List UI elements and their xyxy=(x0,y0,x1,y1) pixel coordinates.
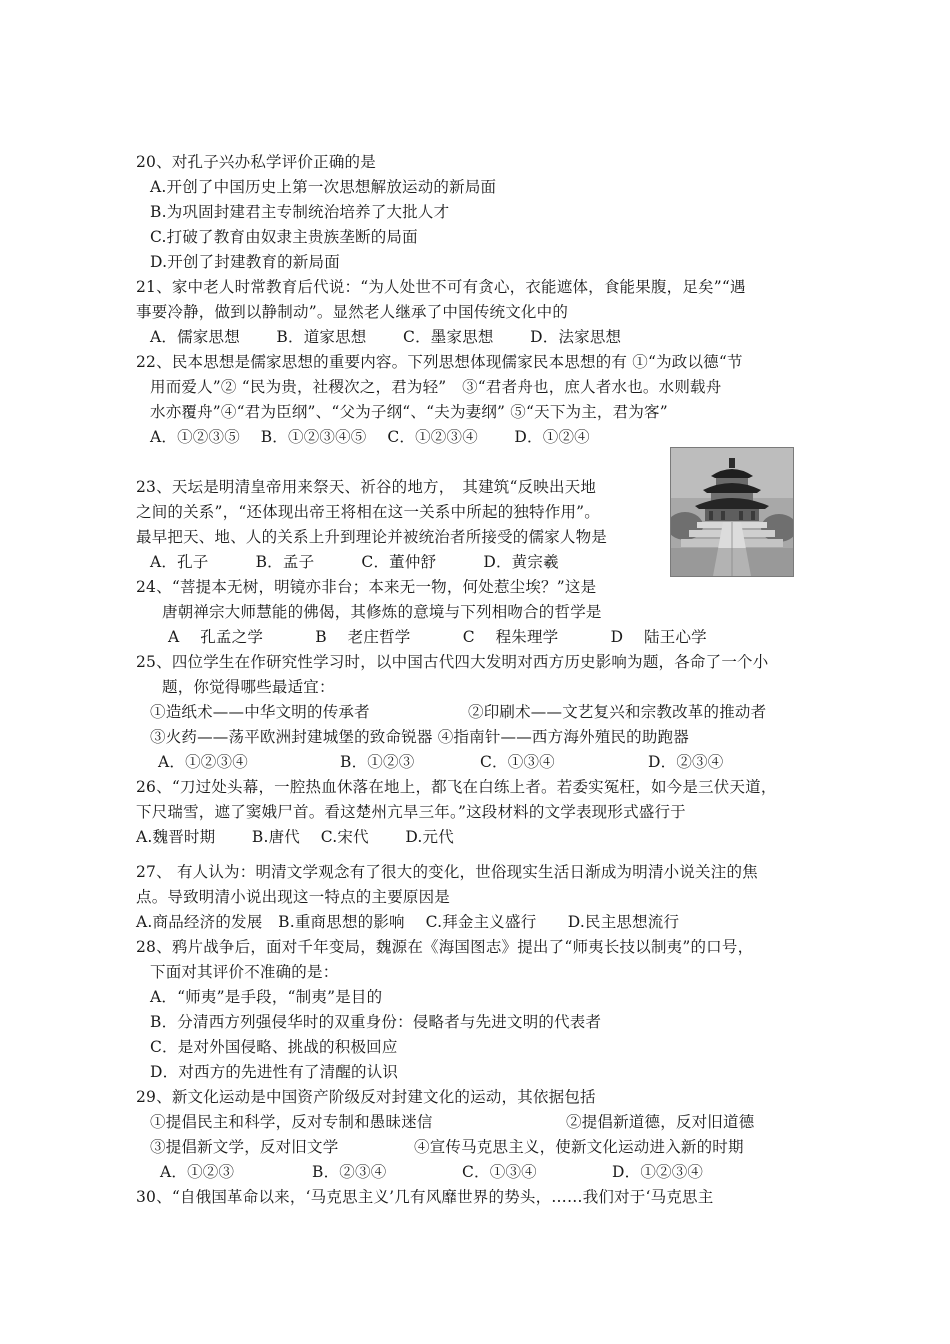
q22-stem-line1: 22、民本思想是儒家思想的重要内容。下列思想体现儒家民本思想的有 ①“为政以德“节 xyxy=(136,353,743,371)
q29-item-4: ④宣传马克思主义，使新文化运动进入新的时期 xyxy=(414,1138,744,1156)
q26-stem-line1: 26、“刀过处头幕，一腔热血休落在地上，都飞在白练上者。若委实冤枉，如今是三伏天道， xyxy=(136,778,777,796)
q29-option-b: B．②③④ xyxy=(312,1163,387,1181)
q28-option-c: C．是对外国侵略、挑战的积极回应 xyxy=(150,1038,398,1056)
q25-option-d: D．②③④ xyxy=(648,753,724,771)
q28-stem-line1: 28、鸦片战争后，面对千年变局，魏源在《海国图志》提出了“师夷长技以制夷”的口号， xyxy=(136,938,754,956)
q29-option-d: D．①②③④ xyxy=(612,1163,704,1181)
q28-option-a: A．“师夷”是手段，“制夷”是目的 xyxy=(150,988,383,1006)
temple-of-heaven-photo xyxy=(670,447,794,577)
q28-option-b: B．分清西方列强侵华时的双重身份：侵略者与先进文明的代表者 xyxy=(150,1013,602,1031)
q23-stem-line3: 最早把天、地、人的关系上升到理论并被统治者所接受的儒家人物是 xyxy=(136,528,608,546)
q21-stem-line2: 事要冷静，做到以静制动”。显然老人继承了中国传统文化中的 xyxy=(136,303,569,321)
q28-stem-line2: 下面对其评价不准确的是： xyxy=(150,963,339,981)
q26-options: A.魏晋时期 B.唐代 C.宋代 D.元代 xyxy=(136,828,454,846)
q27-stem-line1: 27、 有人认为：明清文学观念有了很大的变化，世俗现实生活日渐成为明清小说关注的焦 xyxy=(136,863,758,881)
q21-options: A．儒家思想 B．道家思想 C．墨家思想 D．法家思想 xyxy=(150,328,622,346)
q22-stem-line2: 用而爱人”② “民为贵，社稷次之，君为轻” ③“君者舟也，庶人者水也。水则载舟 xyxy=(150,378,722,396)
q25-items-3-4: ③火药——荡平欧洲封建城堡的致命锐器 ④指南针——西方海外殖民的助跑器 xyxy=(150,728,689,746)
q29-item-2: ②提倡新道德，反对旧道德 xyxy=(566,1113,755,1131)
q29-stem: 29、新文化运动是中国资产阶级反对封建文化的运动，其依据包括 xyxy=(136,1088,596,1106)
q20-option-d: D.开创了封建教育的新局面 xyxy=(150,253,340,271)
q29-item-1: ①提倡民主和科学，反对专制和愚昧迷信 xyxy=(150,1113,433,1131)
q25-item-1: ①造纸术——中华文明的传承者 xyxy=(150,703,370,721)
q20-option-c: C.打破了教育由奴隶主贵族垄断的局面 xyxy=(150,228,418,246)
q24-stem-line2: 唐朝禅宗大师慧能的佛偈，其修炼的意境与下列相吻合的哲学是 xyxy=(162,603,602,621)
q25-stem-line2: 题，你觉得哪些最适宜： xyxy=(162,678,335,696)
q22-options: A．①②③⑤ B．①②③④⑤ C．①②③④ D．①②④ xyxy=(150,428,590,446)
q25-option-b: B．①②③ xyxy=(340,753,415,771)
q25-option-c: C．①③④ xyxy=(480,753,555,771)
q28-option-d: D．对西方的先进性有了清醒的认识 xyxy=(150,1063,399,1081)
q22-stem-line3: 水亦覆舟”④“君为臣纲”、“父为子纲“、“夫为妻纲” ⑤“天下为主，君为客” xyxy=(150,403,668,421)
q20-option-a: A.开创了中国历史上第一次思想解放运动的新局面 xyxy=(150,178,497,196)
q24-stem-line1: 24、“菩提本无树，明镜亦非台；本来无一物，何处惹尘埃？”这是 xyxy=(136,578,597,596)
temple-of-heaven-icon xyxy=(671,448,793,576)
q23-stem-line1: 23、天坛是明清皇帝用来祭天、祈谷的地方， 其建筑“反映出天地 xyxy=(136,478,597,496)
q29-option-a: A．①②③ xyxy=(160,1163,235,1181)
q29-item-3: ③提倡新文学，反对旧文学 xyxy=(150,1138,339,1156)
q25-item-2: ②印刷术——文艺复兴和宗教改革的推动者 xyxy=(468,703,767,721)
q27-stem-line2: 点。导致明清小说出现这一特点的主要原因是 xyxy=(136,888,451,906)
q29-option-c: C．①③④ xyxy=(462,1163,537,1181)
q25-stem-line1: 25、四位学生在作研究性学习时，以中国古代四大发明对西方历史影响为题，各命了一个小 xyxy=(136,653,769,671)
q21-stem-line1: 21、家中老人时常教育后代说：“为人处世不可有贪心，衣能遮体，食能果腹，足矣”“遇 xyxy=(136,278,746,296)
q20-stem: 20、对孔子兴办私学评价正确的是 xyxy=(136,153,376,171)
q23-options: A．孔子 B．孟子 C．董仲舒 D．黄宗羲 xyxy=(150,553,559,571)
q20-option-b: B.为巩固封建君主专制统治培养了大批人才 xyxy=(150,203,450,221)
q27-options: A.商品经济的发展 B.重商思想的影响 C.拜金主义盛行 D.民主思想流行 xyxy=(136,913,680,931)
q30-stem-line1: 30、“自俄国革命以来，‘马克思主义’几有风靡世界的势头，……我们对于‘马克思主 xyxy=(136,1188,714,1206)
q26-stem-line2: 下尺瑞雪，遮了窦娥尸首。看这楚州亢旱三年。”这段材料的文学表现形式盛行于 xyxy=(136,803,686,821)
q23-stem-line2: 之间的关系”，“还体现出帝王将相在这一关系中所起的独特作用”。 xyxy=(136,503,600,521)
q24-options: A 孔孟之学 B 老庄哲学 C 程朱理学 D 陆王心学 xyxy=(168,628,707,646)
q25-option-a: A．①②③④ xyxy=(158,753,248,771)
